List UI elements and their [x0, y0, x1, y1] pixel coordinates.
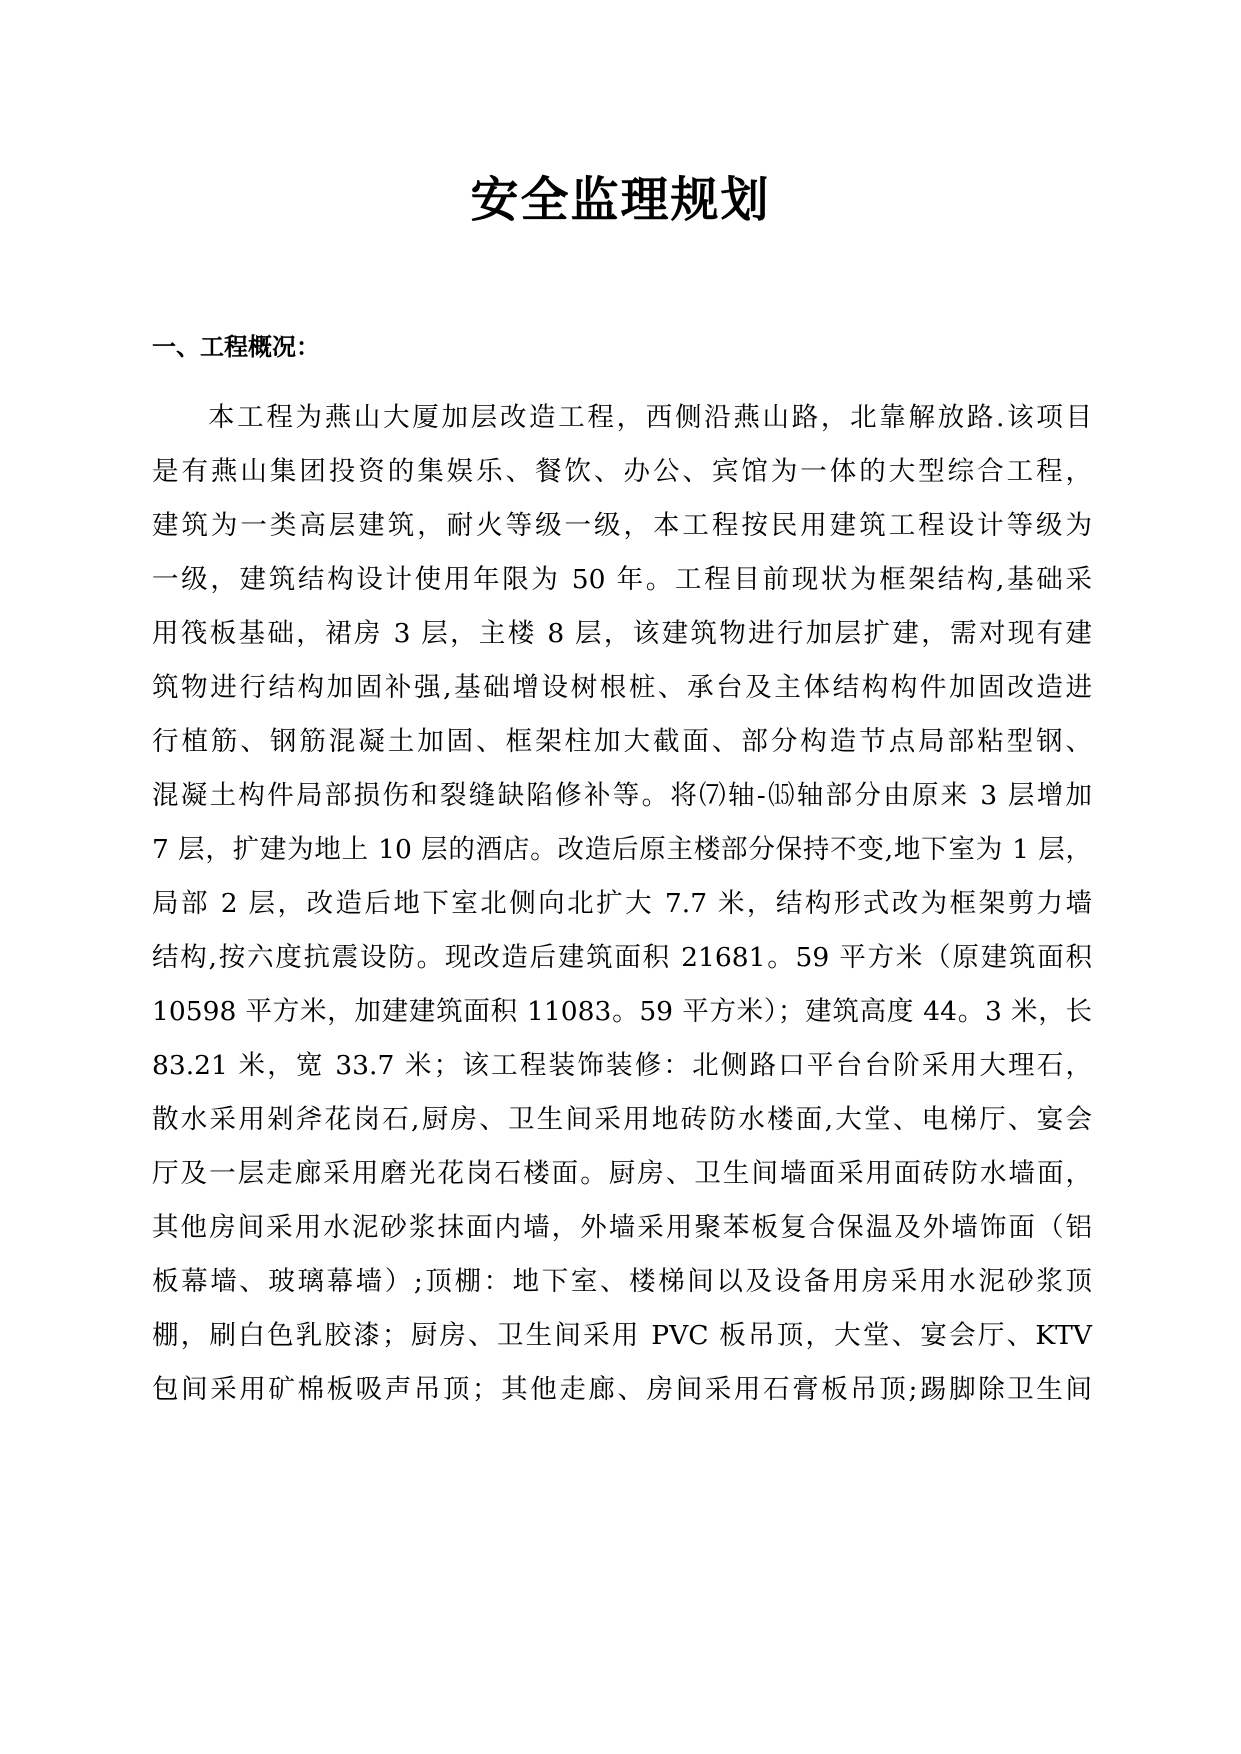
body-paragraph	[152, 391, 1092, 1417]
paragraph-line: 是有燕山集团投资的集娱乐、餐饮、办公、宾馆为一体的大型综合工程，	[152, 456, 1092, 487]
paragraph-line: 行植筋、钢筋混凝土加固、框架柱加大截面、部分构造节点局部粘型钢、	[152, 726, 1092, 757]
paragraph-line: 板幕墙、玻璃幕墙）;顶棚：地下室、楼梯间以及设备用房采用水泥砂浆顶	[152, 1266, 1092, 1297]
paragraph-line: 厅及一层走廊采用磨光花岗石楼面。厨房、卫生间墙面采用面砖防水墙面，	[152, 1158, 1092, 1189]
document-title: 安全监理规划	[470, 172, 771, 228]
paragraph-line: 筑物进行结构加固补强,基础增设树根桩、承台及主体结构构件加固改造进	[152, 672, 1092, 703]
paragraph-line: 局部 2 层，改造后地下室北侧向北扩大 7.7 米，结构形式改为框架剪力墙	[152, 888, 1092, 919]
paragraph-line: 混凝土构件局部损伤和裂缝缺陷修补等。将⑺轴-⒂轴部分由原来 3 层增加	[152, 780, 1092, 811]
paragraph-line: 7 层，扩建为地上 10 层的酒店。改造后原主楼部分保持不变,地下室为 1 层，	[152, 834, 1092, 865]
paragraph-line: 其他房间采用水泥砂浆抹面内墙，外墙采用聚苯板复合保温及外墙饰面（铝	[152, 1212, 1092, 1243]
paragraph-line: 10598 平方米，加建建筑面积 11083。59 平方米）；建筑高度 44。3 米，长	[152, 996, 1092, 1027]
paragraph-line: 一级，建筑结构设计使用年限为 50 年。工程目前现状为框架结构,基础采	[152, 564, 1092, 595]
paragraph-line: 83.21 米，宽 33.7 米；该工程装饰装修：北侧路口平台台阶采用大理石，	[152, 1050, 1092, 1081]
paragraph-line: 散水采用剁斧花岗石,厨房、卫生间采用地砖防水楼面,大堂、电梯厅、宴会	[152, 1104, 1092, 1135]
paragraph-line: 棚，刷白色乳胶漆；厨房、卫生间采用 PVC 板吊顶，大堂、宴会厅、KTV	[152, 1320, 1092, 1351]
paragraph-line: 用筏板基础，裙房 3 层，主楼 8 层，该建筑物进行加层扩建，需对现有建	[152, 618, 1092, 649]
paragraph-line: 建筑为一类高层建筑，耐火等级一级，本工程按民用建筑工程设计等级为	[152, 510, 1092, 541]
paragraph-line: 结构,按六度抗震设防。现改造后建筑面积 21681。59 平方米（原建筑面积	[152, 942, 1092, 973]
section-heading: 一、工程概况：	[152, 333, 320, 361]
paragraph-line: 本工程为燕山大厦加层改造工程，西侧沿燕山路，北靠解放路.该项目	[208, 402, 1092, 433]
paragraph-line: 包间采用矿棉板吸声吊顶；其他走廊、房间采用石膏板吊顶;踢脚除卫生间	[152, 1374, 1092, 1405]
